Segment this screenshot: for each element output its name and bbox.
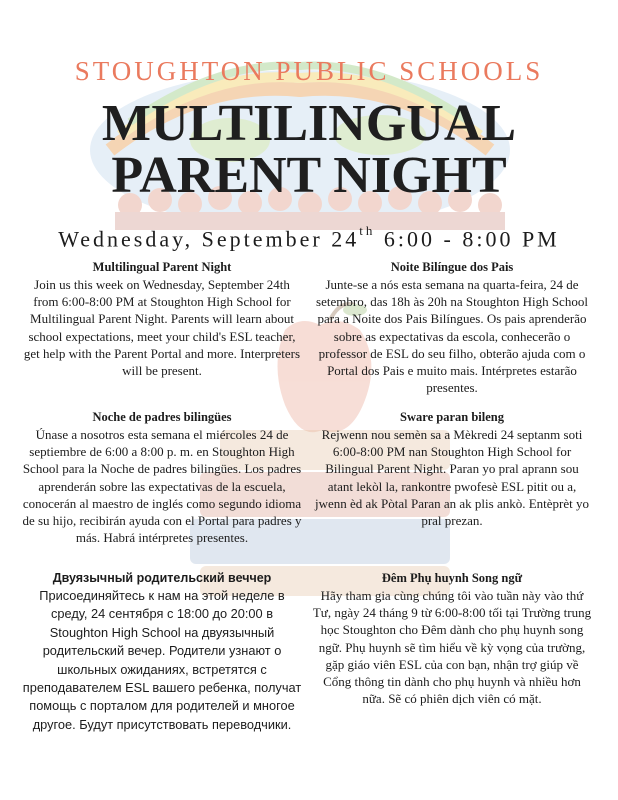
section-heading: Sware paran bileng [400, 410, 504, 424]
event-date-time [0, 223, 618, 252]
event-title [0, 95, 618, 204]
event-time: 6:00 - 8:00 PM [383, 226, 560, 252]
section-heading: Noche de padres bilingües [92, 410, 232, 424]
section-heading: Đêm Phụ huynh Song ngữ [381, 571, 523, 585]
district-name: STOUGHTON PUBLIC SCHOOLS [74, 56, 544, 86]
section-english [22, 259, 302, 379]
section-heading: Multilingual Parent Night [92, 260, 232, 274]
section-vietnamese [312, 570, 592, 707]
event-date: Wednesday, September 24 [58, 226, 360, 252]
section-body: Junte-se a nós esta semana na quarta-feira, 24 de setembro, das 18h às 20h na Stoughton High School para a Noite dos Pais Bilíngues. Os pais aprenderão sobre as expectativas da escola, conhecerão o professor de ESL do seu filho, obterão ajuda com o Portal dos Pais e muito mais. Intérpretes estarão presentes. [316, 277, 588, 396]
section-body: Join us this week on Wednesday, September 24th from 6:00-8:00 PM at Stoughton High School for Multilingual Parent Night. Parents will learn about school expectations, meet your child's ESL teacher, get help with the Parent Portal and more. Interpreters will be present. [23, 277, 301, 379]
event-title-line-2: PARENT NIGHT [111, 147, 507, 204]
section-heading: Noite Bilíngue dos Pais [390, 260, 514, 274]
section-russian [22, 570, 302, 734]
section-portuguese [312, 259, 592, 396]
section-heading: Двуязычный родительский веччер [52, 571, 272, 585]
section-body: Rejwenn nou semèn sa a Mèkredi 24 septanm soti 6:00-8:00 PM nan Stoughton High School for Bilingual Parent Night. Paran yo pral aprann sou atant lekòl la, rankontre pwofesè ESL pitit ou a, jwenn èd ak Pòtal Paran an ak plis ankò. Entèprèt yo pral prezan. [314, 427, 589, 529]
section-body: Únase a nosotros esta semana el miércoles 24 de septiembre de 6:00 a 8:00 p. m. en Stoughton High School para la Noche de padres bilingües. Los padres aprenderán sobre las expectativas de la escuela, conocerán al maestro de inglés como segundo idioma de su hijo, recibirán ayuda con el Portal para padres y más. Habrá intérpretes presentes. [22, 427, 302, 546]
section-spanish [22, 409, 302, 546]
section-body: Hãy tham gia cùng chúng tôi vào tuần này vào thứ Tư, ngày 24 tháng 9 từ 6:00-8:00 tối tại Trường trung học Stoughton cho Đêm dành cho phụ huynh song ngữ. Phụ huynh sẽ tìm hiểu về kỳ vọng của trường, gặp giáo viên ESL của con bạn, nhận trợ giúp về Cổng thông tin dành cho phụ huynh và nhiều hơn nữa. Sẽ có phiên dịch viên có mặt. [312, 588, 592, 707]
event-title-line-1: MULTILINGUAL [101, 95, 517, 152]
section-haitian-creole [312, 409, 592, 529]
section-body: Присоединяйтесь к нам на этой неделе в среду, 24 сентября с 18:00 до 20:00 в Stoughton High School на двуязычный родительский вечер. Родители узнают о школьных ожиданиях, встретятся с преподавателем ESL вашего ребенка, получат помощь с порталом для родителей и многое другое. Будут присутствовать переводчики. [22, 588, 302, 732]
date-ordinal-suffix: th [359, 223, 376, 238]
